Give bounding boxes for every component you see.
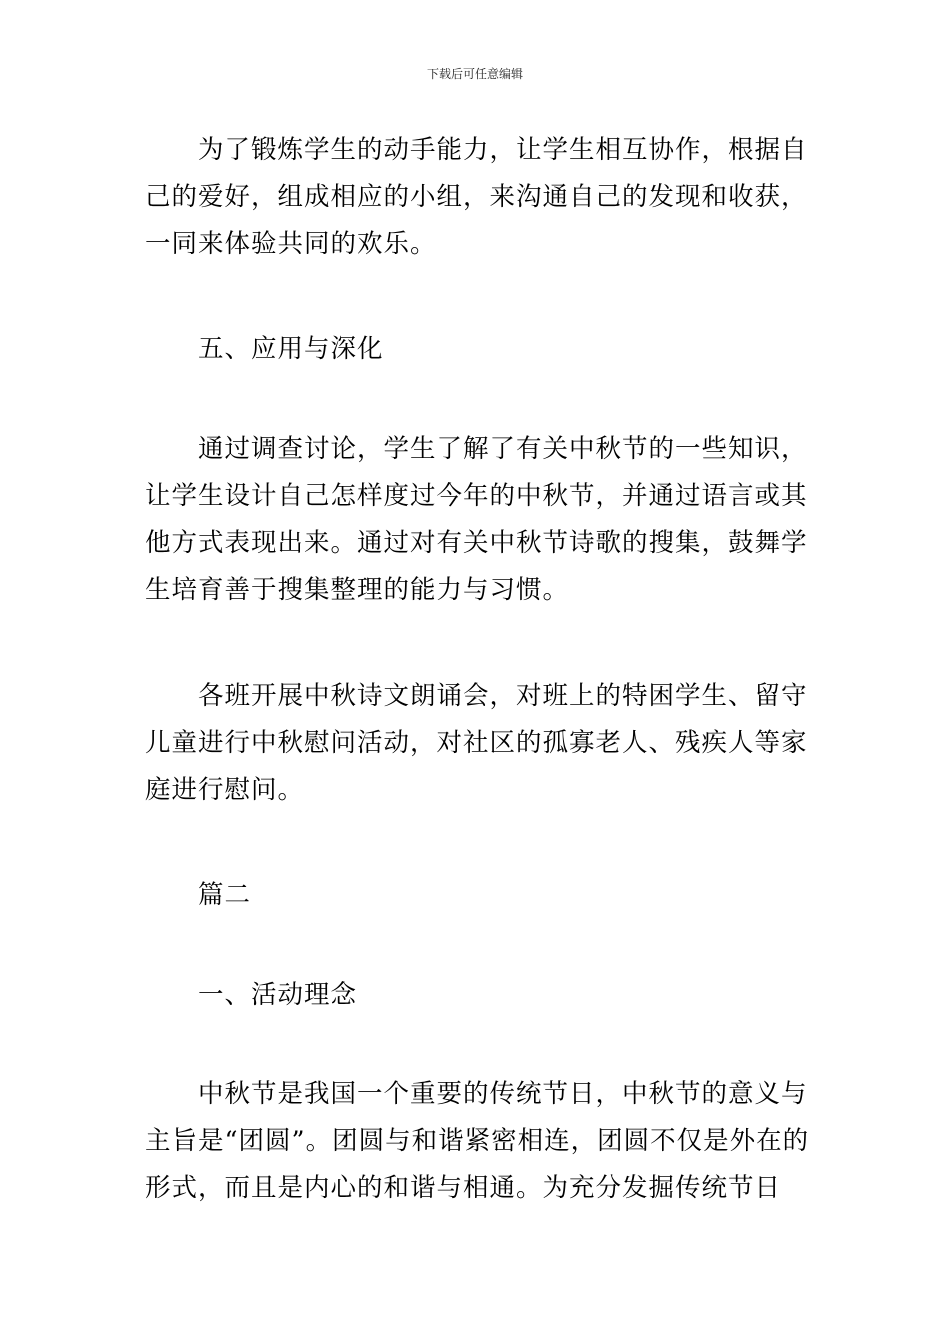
paragraph-2: 通过调查讨论，学生了解了有关中秋节的一些知识，让学生设计自己怎样度过今年的中秋节，并通过语言或其他方式表现出来。通过对有关中秋节诗歌的搜集，鼓舞学生培育善于搜集整理的能力与习惯。 xyxy=(145,434,808,605)
part-heading-2: 篇二 xyxy=(198,880,252,910)
page-header: 下载后可任意编辑 xyxy=(426,67,523,81)
section-heading-5: 五、应用与深化 xyxy=(198,334,384,364)
paragraph-4: 中秋节是我国一个重要的传统节日，中秋节的意义与主旨是“团圆”。团圆与和谐紧密相连，团圆不仅是外在的形式，而且是内心的和谐与相通。为充分发掘传统节日 xyxy=(145,1079,810,1203)
paragraph-1: 为了锻炼学生的动手能力，让学生相互协作，根据自己的爱好，组成相应的小组，来沟通自己的发现和收获，一同来体验共同的欢乐。 xyxy=(145,135,808,259)
paragraph-3: 各班开展中秋诗文朗诵会，对班上的特困学生、留守儿童进行中秋慰问活动，对社区的孤寡老人、残疾人等家庭进行慰问。 xyxy=(145,681,808,805)
section-heading-1: 一、活动理念 xyxy=(198,980,358,1010)
